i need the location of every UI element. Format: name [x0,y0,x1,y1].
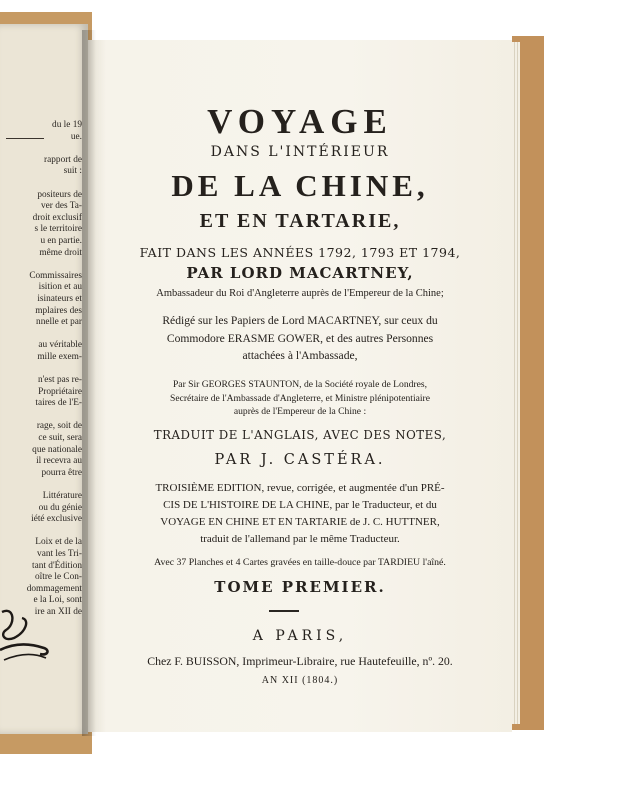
left-page-line [27,329,82,341]
left-page-text [27,120,82,619]
imprint-city: A PARIS, [252,628,348,644]
redige-line: Commodore ERASME GOWER, et des autres Personnes [166,331,434,345]
left-page-line: s le territoire [34,224,82,235]
plates-line: Avec 37 Planches et 4 Cartes gravées en taille-douce par TARDIEU l'aîné. [154,557,446,568]
title-voyage: VOYAGE [207,102,393,141]
left-page-line: ue. [70,131,82,142]
translation-line: TRADUIT DE L'ANGLAIS, AVEC DES NOTES, [153,428,447,442]
left-page-line: Commissaires [29,270,82,281]
left-page-line: Littérature [42,491,82,501]
left-page-line: n'est pas re- [37,375,82,386]
left-page-line: oître le Con- [35,572,82,583]
left-page-line [27,143,82,155]
title-page [88,40,512,732]
title-tartarie: ET EN TARTARIE, [199,210,401,232]
left-page-line: mille exem- [37,351,82,362]
left-page-line: pourra être [41,467,82,478]
left-page-line: ou du génie [38,502,82,513]
left-page-line: vant les Tri- [37,548,82,559]
left-page-line [27,526,82,538]
staunton-line: Par Sir GEORGES STAUNTON, de la Société royale de Londres, [172,379,428,390]
staunton-paragraph [88,378,512,419]
left-page-line: ver des Ta- [41,201,82,212]
left-page-line: au véritable [38,340,82,351]
signature-mark [0,602,60,672]
left-page-line: e la Loi, sont [33,595,82,606]
left-page-line: Propriétaire [38,386,82,397]
left-page-line [27,363,82,375]
redige-paragraph [88,312,512,365]
redige-line: attachées à l'Ambassade, [242,349,358,362]
left-page-line: ce suit, sera [38,433,82,444]
left-page-line: isition et au [38,282,82,293]
left-page-line: isinateurs et [37,293,82,304]
edition-line: CIS DE L'HISTOIRE DE LA CHINE, par le Traducteur, et du [163,499,437,511]
left-page-line: tant d'Édition [32,560,82,571]
imprint-publisher: Chez F. BUISSON, Imprimeur-Libraire, rue Hautefeuille, nº. 20. [147,654,453,668]
left-page-line: nnelle et par [36,317,82,328]
edition-line: VOYAGE EN CHINE ET EN TARTARIE de J. C. HUTTNER, [160,516,440,528]
edition-paragraph [88,480,512,548]
author-line: PAR LORD MACARTNEY, [186,264,414,282]
left-page-line: suit : [63,166,82,177]
left-facing-page [0,24,88,734]
left-page-line: taires de l'E- [35,398,82,409]
author-role: Ambassadeur du Roi d'Angleterre auprès de l'Empereur de la Chine; [156,288,444,299]
left-page-line [27,479,82,491]
left-page-line: rapport de [44,154,82,165]
edition-line: traduit de l'allemand par le même Traducteur. [200,533,400,545]
title-de-la-chine: DE LA CHINE, [171,168,429,203]
left-page-line: positeurs de [37,189,82,200]
subtitle-years: FAIT DANS LES ANNÉES 1792, 1793 ET 1794, [139,245,461,260]
redige-line: Rédigé sur les Papiers de Lord MACARTNEY, sur ceux du [162,314,438,327]
edition-line: TROISIÈME EDITION, revue, corrigée, et augmentée d'un PRÉ- [155,482,445,494]
left-page-line: du le 19 [52,120,82,130]
left-page-line: rage, soit de [36,421,82,432]
staunton-line: Secrétaire de l'Ambassade d'Angleterre, et Ministre plénipotentiaire [170,392,430,404]
left-page-line: dommagement [26,583,82,594]
left-page-line: Loix et de la [35,537,82,548]
left-page-line: u en partie. [40,235,82,246]
title-dans-interieur: DANS L'INTÉRIEUR [210,144,390,160]
left-page-line [27,178,82,190]
imprint-date: AN XII (1804.) [261,675,339,686]
left-page-line: iété exclusive [31,514,82,525]
staunton-line: auprès de l'Empereur de la Chine : [233,406,367,417]
divider-rule [269,610,299,612]
gutter-shadow [82,30,96,736]
volume-title: TOME PREMIER. [214,578,386,596]
left-page-line: mplaires des [35,305,82,316]
translator-line: PAR J. CASTÉRA. [214,452,386,468]
left-page-line: que nationale [32,444,82,455]
left-page-line [27,410,82,422]
left-page-line [27,259,82,271]
left-page-line: même droit [39,247,82,258]
left-page-line: il recevra au [36,456,82,467]
left-page-line: ire an XII de [34,606,82,617]
left-page-line: droit exclusif [32,212,82,223]
